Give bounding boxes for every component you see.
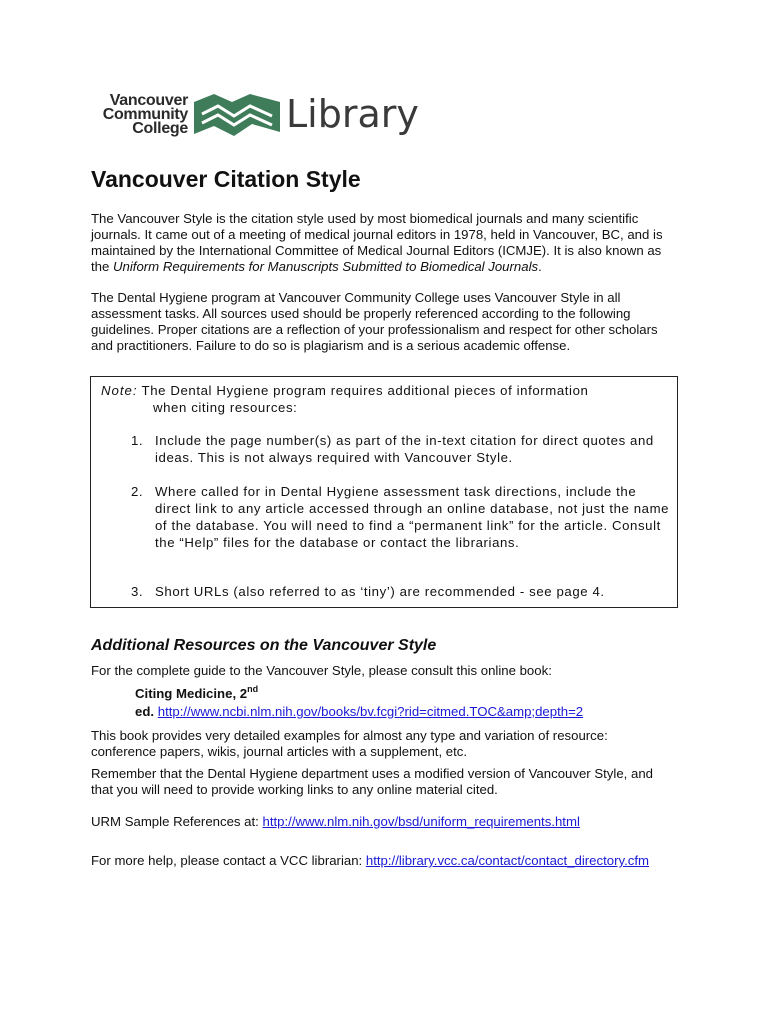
book-edition-sup: nd	[247, 684, 259, 694]
reminder-paragraph: Remember that the Dental Hygiene department uses a modified version of Vancouver Style, and that you will need to provide working links to any online material cited.	[91, 766, 653, 797]
note-list-item	[131, 483, 671, 551]
list-number: 2.	[131, 484, 144, 499]
note-line-1	[101, 382, 671, 399]
intro-paragraph-2: The Dental Hygiene program at Vancouver Community College uses Vancouver Style in all assessment tasks. All sources used should be properly referenced according to the following guidelines. Proper citations are a reflection of your professionalism and respect for other scholars and practitioners. Failure to do so is plagiarism and is a serious academic offense.	[91, 290, 658, 353]
college-line-1: Vancouver	[109, 92, 188, 109]
help-line	[91, 853, 649, 869]
list-number: 1.	[131, 433, 144, 448]
list-text: Where called for in Dental Hygiene assessment task directions, include the direct link to any article accessed through an online database, not just the name of the database. You will need to find a “permanent link” for the article. Consult the “Help” files for the database or contact the librarians.	[155, 484, 670, 550]
note-text: The Dental Hygiene program requires additional pieces of information	[137, 383, 589, 398]
intro-text: The Vancouver Style is the citation style used by most biomedical journals and many scientific journals. It came out of a meeting of medical journal editors in 1978, held in Vancouver, BC, and is maintained by the International Committee of Medical Journal Editors (ICMJE). It is also known as the	[91, 211, 663, 274]
book-citation-line-2	[135, 704, 583, 719]
list-text: Include the page number(s) as part of the in-text citation for direct quotes and ideas. This is not always required with Vancouver Style.	[155, 433, 654, 465]
note-label: Note:	[101, 383, 138, 398]
page-title: Vancouver Citation Style	[91, 166, 361, 192]
note-line-2: when citing resources:	[153, 400, 298, 415]
urm-link[interactable]: http://www.nlm.nih.gov/bsd/uniform_requirements.html	[262, 814, 580, 829]
vcc-library-logo	[92, 90, 419, 146]
list-text: Short URLs (also referred to as ‘tiny’) are recommended - see page 4.	[155, 584, 605, 599]
urm-label: URM Sample References at:	[91, 814, 263, 829]
college-name	[92, 94, 188, 136]
college-line-3: College	[132, 120, 188, 137]
book-ed: ed.	[135, 704, 155, 719]
note-box	[90, 376, 678, 608]
note-list-item	[131, 432, 671, 466]
citing-medicine-link[interactable]: http://www.ncbi.nlm.nih.gov/books/bv.fcgi?rid=citmed.TOC&amp;depth=2	[157, 704, 584, 719]
list-number: 3.	[131, 584, 144, 599]
note-list-item	[131, 583, 671, 600]
librarian-contact-link[interactable]: http://library.vcc.ca/contact/contact_directory.cfm	[365, 853, 650, 868]
urm-line	[91, 814, 580, 830]
college-line-2: Community	[102, 106, 188, 123]
library-wordmark: Library	[286, 92, 419, 136]
book-description: This book provides very detailed examples for almost any type and variation of resource: conference papers, wikis, journal articles with a supplement, etc.	[91, 728, 608, 759]
section-heading: Additional Resources on the Vancouver Style	[91, 637, 437, 654]
mountain-logo-icon	[192, 92, 282, 138]
intro-end: .	[538, 259, 542, 274]
book-title: Citing Medicine, 2	[135, 686, 248, 701]
guide-line: For the complete guide to the Vancouver Style, please consult this online book:	[91, 663, 552, 678]
help-label: For more help, please contact a VCC librarian:	[91, 853, 366, 868]
book-citation	[135, 686, 258, 702]
intro-paragraph-1	[91, 211, 671, 275]
intro-italic-title: Uniform Requirements for Manuscripts Submitted to Biomedical Journals	[113, 259, 539, 274]
